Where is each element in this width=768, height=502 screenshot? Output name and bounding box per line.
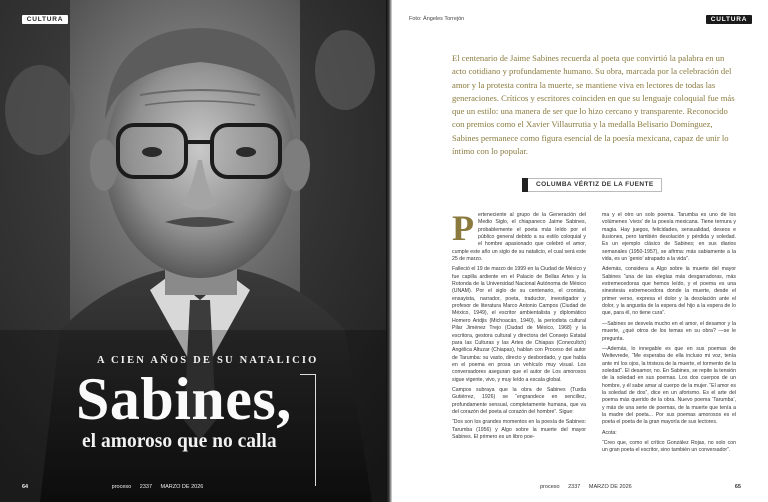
page-number: 65 — [734, 484, 741, 490]
footer-issue: 2337 — [568, 484, 581, 490]
page-number: 64 — [22, 484, 29, 490]
footer-brand: proceso — [540, 484, 560, 490]
kicker: A CIEN AÑOS DE SU NATALICIO — [97, 355, 319, 366]
body-paragraph: —Sabines se desvela mucho en el amor, el desamor y la muerte, ¿qué otros de los temas en su obra? —se le pregunta. — [602, 320, 736, 342]
footer-issue: 2337 — [139, 484, 153, 490]
body-paragraph: Falleció el 19 de marzo de 1999 en la Ciudad de México y fue capilla ardiente en el Palacio de Bellas Artes y la Rotonda de la Universidad Nacional Autónoma de México (UNAM). Por el siglo de su centenario, el cronista, ensayista, narrador, poeta, traductor, investigador y profesor de literatura Marco Antonio Campos (Ciudad de México, 1949), el escritor ambientalista y diplomático Homero Aridjis (Michoacán, 1940), la periodista cultural Pilar Jiménez Trejo (Ciudad de México, 1968) y la escritora, gestora cultural y directora del Consejo Estatal para las Culturas y las Artes de Chiapas (Conecultch) Angélica Altuzar (Chiapas), hablan con Proceso del autor de Tarumba: su vasto, directo y desbordado, y que habla en el poema en prosa un vehículo muy visual. Los conversadores aseguran que el autor de Los amorosos sigue vigente, vivo, y muy leído a escala global. — [452, 266, 586, 383]
footer-date: MARZO DE 2026 — [160, 484, 204, 490]
body-paragraph: Campos subraya que la obra de Sabines (Tuxtla Gutiérrez, 1926) se “engrandece en sencillez, profundamente sensual, completamente humana, que va del corazón del poeta al corazón del hombre”. Sigue: — [452, 386, 586, 415]
article-subtitle: el amoroso que no calla — [82, 431, 277, 452]
article-title: Sabines, — [76, 366, 292, 432]
byline: COLUMBA VÉRTIZ DE LA FUENTE — [536, 181, 654, 188]
title-frame-line — [300, 374, 316, 486]
text-column-1 — [452, 208, 586, 444]
body-paragraph: Perteneciente al grupo de la Generación del Medio Siglo, el chiapaneco Jaime Sabines, probablemente el poeta más leído por el público general debido a su estilo coloquial y el hombre apasionado que celebró el amor, cumple este año un siglo de su natalicio, el cual será este 25 de marzo. — [452, 208, 586, 263]
right-page — [392, 0, 768, 502]
footer-left — [22, 484, 210, 490]
byline-bar — [522, 178, 528, 192]
intro-paragraph: El centenario de Jaime Sabines recuerda al poeta que convirtió la palabra en un acto cotidiano y profundamente humano. Su obra, marcada por la celebración del amor y la protesta contra la muerte, se mantiene viva en lectores de todas las generaciones. Críticos y escritores coinciden en que su lenguaje coloquial fue más que un estilo: una manera de ser que lo hizo cercano y transparente. Reconocido con premios como el Xavier Villaurrutia y la medalla Belisario Domínguez, Sabines permanece como figura esencial de la poesía mexicana, capaz de unir lo íntimo con lo popular. — [452, 53, 735, 157]
body-paragraph: “Creo que, como el crítico González Rojas, no solo con un gran poeta el escritor, sino también un conversador”. — [602, 439, 736, 454]
footer-brand: proceso — [111, 484, 132, 490]
section-tab: CULTURA — [706, 15, 752, 24]
body-paragraph: “Dos son los grandes momentos en la poesía de Sabines: Tarumba (1956) y Algo sobre la muerte del mayor Sabines. El primero es un libro poe- — [452, 419, 586, 440]
body-paragraph: Acota: — [602, 429, 617, 436]
photo-credit: Foto: Ángeles Torrejón — [409, 16, 465, 22]
footer-date: MARZO DE 2026 — [588, 484, 632, 490]
body-paragraph: —Además, lo innegable es que en sus poemas de Weltevrede, “Me esperaba de ella incluso mi voz, tenía ante mí los ojos, la tristeza de la muerte, el tormento de la soledad”. El desamor, no. En Sabines, se repite la tensión de la soledad en sus poemas. Los dos cuerpos de un hombre, y él sabe amar al cuerpo de la mujer. “El amor es la soledad de dos”, dice en un aforismo. Es el arte del poema más querido de la obra. Nuevo poema ‘Tarumba’, y más de una serie de poemas, de la muerte que tenía a la madre del poeta... Por sus poemas amorosos es el poeta el poeta de la gran mayoría de sus lectores. — [602, 345, 736, 426]
section-tab: CULTURA — [22, 15, 68, 24]
body-paragraph: ma y el otro un solo poema. Tarumba es uno de los volúmenes ‘vivos’ de la poesía mexicana. Tiene ternura y magia. Hay juegos, felicidades, sensualidad, deseos e ilusiones, pero también desolación y pérdida y soledad. Es un ejemplo clásico de Sabines; en sus diarios semanales (1950-1957), se afirma: más sabiamente a la vida, es un ‘genio’ atrapado a la vida”. — [602, 212, 736, 263]
footer-right — [540, 484, 760, 490]
drop-cap: P — [452, 208, 474, 248]
body-paragraph: Además, considera a Algo sobre la muerte del mayor Sabines “una de las elegías más desgarradoras, más estremecedoras que hemos leído, y el poema es una sinestesia estremecedora donde la muerte, desde el primer verso, expresa el dolor y la desolación ante el dolor, y la angustia de la espera del hijo a la espera de lo que, para él, no tiene cura”. — [602, 266, 736, 317]
text-column-2 — [602, 212, 736, 458]
